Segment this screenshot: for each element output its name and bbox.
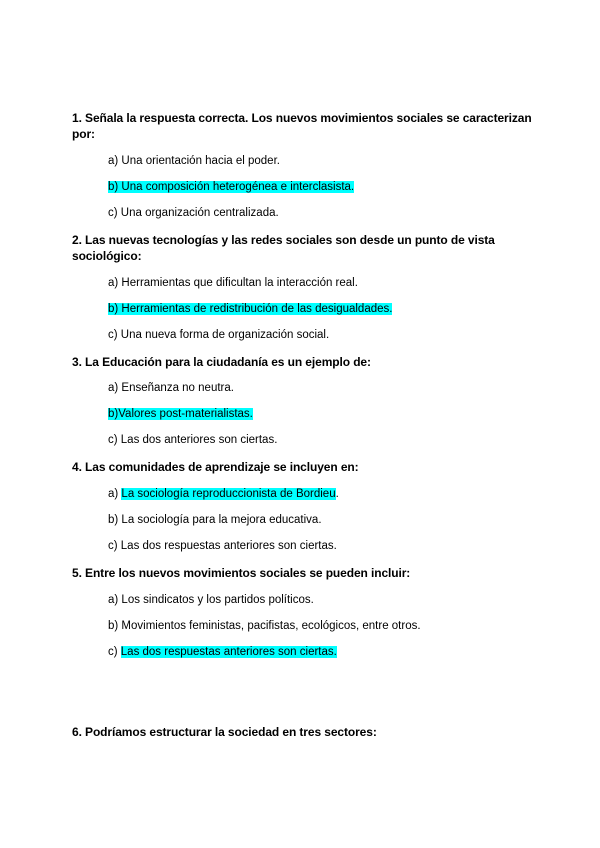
question-2: 2. Las nuevas tecnologías y las redes sociales son desde un punto de vista sociológico: [72, 233, 495, 263]
option-suffix: . [335, 488, 339, 500]
q5-option-c [108, 644, 337, 660]
question-3: 3. La Educación para la ciudadanía es un ejemplo de: [72, 355, 371, 369]
question-6: 6. Podríamos estructurar la sociedad en tres sectores: [72, 725, 377, 739]
option-prefix: a) [108, 488, 122, 500]
q3-option-a: a) Enseñanza no neutra. [108, 382, 234, 394]
q1-option-a: a) Una orientación hacia el poder. [108, 155, 280, 167]
q2-option-a: a) Herramientas que dificultan la interacción real. [108, 277, 358, 289]
highlighted-answer: La sociología reproduccionista de Bordieu [121, 488, 336, 500]
question-4: 4. Las comunidades de aprendizaje se incluyen en: [72, 460, 359, 474]
highlighted-answer: b)Valores post-materialistas. [108, 408, 253, 420]
q5-option-a: a) Los sindicatos y los partidos políticos. [108, 594, 314, 606]
q1-option-c: c) Una organización centralizada. [108, 207, 279, 219]
q1-option-b [108, 179, 354, 195]
question-1: 1. Señala la respuesta correcta. Los nuevos movimientos sociales se caracterizan por: [72, 111, 532, 141]
q3-option-b [108, 406, 253, 422]
highlighted-answer: b) Una composición heterogénea e interclasista. [108, 181, 355, 193]
q2-option-c: c) Una nueva forma de organización social. [108, 329, 330, 341]
q5-option-b: b) Movimientos feministas, pacifistas, ecológicos, entre otros. [108, 620, 421, 632]
q2-option-b [108, 301, 392, 317]
q4-option-b: b) La sociología para la mejora educativa. [108, 514, 322, 526]
q4-option-a [108, 486, 339, 502]
q3-option-c: c) Las dos anteriores son ciertas. [108, 434, 278, 446]
highlighted-answer: b) Herramientas de redistribución de las desigualdades. [108, 303, 393, 315]
q4-option-c: c) Las dos respuestas anteriores son ciertas. [108, 540, 337, 552]
highlighted-answer: Las dos respuestas anteriores son ciertas. [120, 646, 337, 658]
option-prefix: c) [108, 646, 121, 658]
question-5: 5. Entre los nuevos movimientos sociales se pueden incluir: [72, 566, 411, 580]
